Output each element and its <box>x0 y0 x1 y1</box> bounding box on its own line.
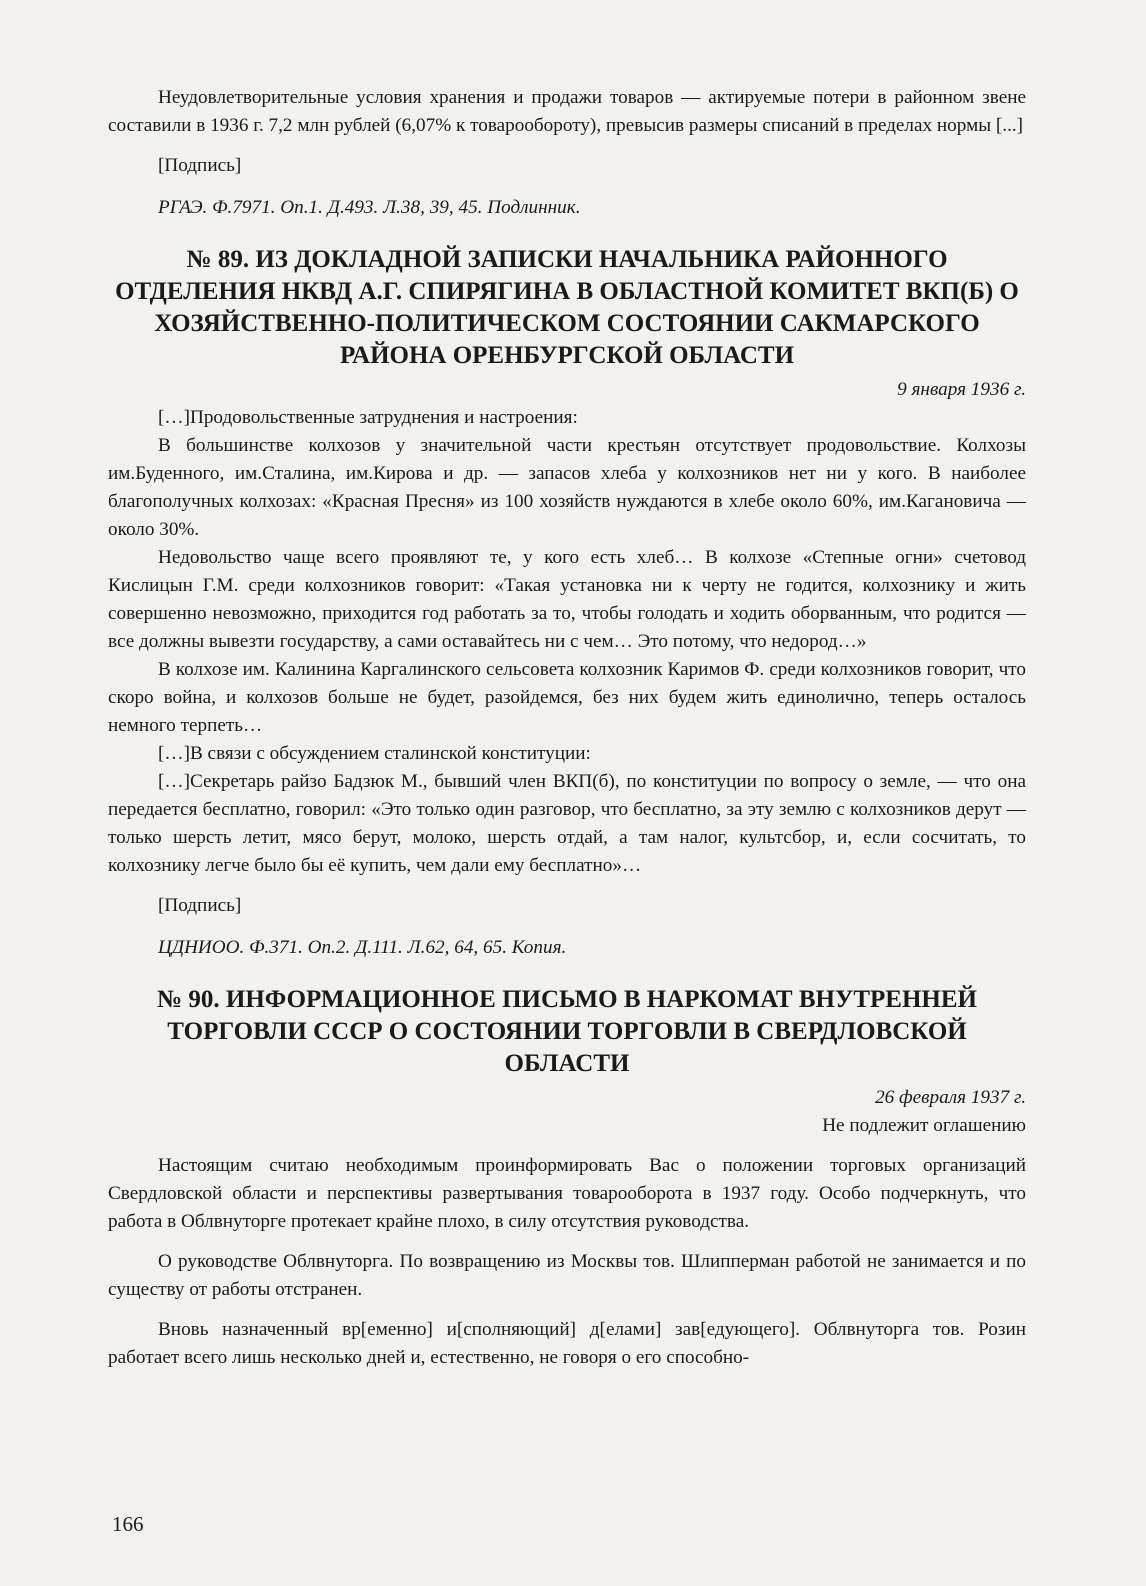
doc89-paragraph: […]Секретарь райзо Бадзюк М., бывший член ВКП(б), по конституции по вопросу о земле, — что она передается бесплатно, говорил: «Это только один разговор, что бесплатно, за эту землю с колхозников дерут — только шерсть летит, мясо берут, молоко, шерсть отдай, а там налог, культсбор, и, если сосчитать, то колхознику легче было бы её купить, чем дали ему бесплатно»… <box>108 771 1026 876</box>
doc89-paragraph: В колхозе им. Калинина Каргалинского сельсовета колхозник Каримов Ф. среди колхозников говорит, что скоро война, и колхозов больше не будет, разойдемся, без них будем жить единолично, теперь осталось немного терпеть… <box>108 659 1026 736</box>
doc89-signature: [Подпись] <box>158 895 242 916</box>
doc89-paragraph: […]Продовольственные затруднения и настроения: <box>158 407 578 428</box>
doc89-paragraph: Недовольство чаще всего проявляют те, у кого есть хлеб… В колхозе «Степные огни» счетовод Кислицын Г.М. среди колхозников говорит: «Такая установка ни к черту не годится, колхознику и жить совершенно невозможно, приходится год работать за то, чтобы голодать и ходить оборванным, что родится — все должны вывезти государству, а сами оставайтесь ни с чем… Это потому, что недород…» <box>108 547 1026 652</box>
doc89-date: 9 января 1936 г. <box>897 379 1026 400</box>
intro-signature: [Подпись] <box>158 155 242 176</box>
doc90-title: № 90. ИНФОРМАЦИОННОЕ ПИСЬМО В НАРКОМАТ ВНУТРЕННЕЙ ТОРГОВЛИ СССР О СОСТОЯНИИ ТОРГОВЛИ В СВЕРДЛОВСКОЙ ОБЛАСТИ <box>157 986 977 1077</box>
page-number: 166 <box>112 1512 144 1536</box>
intro-source: РГАЭ. Ф.7971. Оп.1. Д.493. Л.38, 39, 45. Подлинник. <box>158 197 581 218</box>
doc89-title: № 89. ИЗ ДОКЛАДНОЙ ЗАПИСКИ НАЧАЛЬНИКА РАЙОННОГО ОТДЕЛЕНИЯ НКВД А.Г. СПИРЯГИНА В ОБЛАСТНОЙ КОМИТЕТ ВКП(Б) О ХОЗЯЙСТВЕННО-ПОЛИТИЧЕСКОМ СОСТОЯНИИ САКМАРСКОГО РАЙОНА ОРЕНБУРГСКОЙ ОБЛАСТИ <box>115 246 1019 369</box>
doc89-paragraph: […]В связи с обсуждением сталинской конституции: <box>158 743 591 764</box>
doc89-source: ЦДНИОО. Ф.371. Оп.2. Д.111. Л.62, 64, 65. Копия. <box>158 937 567 958</box>
doc90-restriction: Не подлежит оглашению <box>822 1115 1026 1136</box>
doc89-paragraph: В большинстве колхозов у значительной части крестьян отсутствует продовольствие. Колхозы им.Буденного, им.Сталина, им.Кирова и др. — запасов хлеба у колхозников нет ни у кого. В наиболее благополучных колхозах: «Красная Пресня» из 100 хозяйств нуждаются в хлебе около 60%, им.Кагановича — около 30%. <box>108 435 1026 540</box>
doc90-paragraph: Настоящим считаю необходимым проинформировать Вас о положении торговых организаций Свердловской области и перспективы развертывания товарооборота в 1937 году. Особо подчеркнуть, что работа в Облвнуторге протекает крайне плохо, в силу отсутствия руководства. <box>108 1155 1026 1232</box>
doc90-paragraph: О руководстве Облвнуторга. По возвращению из Москвы тов. Шлипперман работой не занимается и по существу от работы отстранен. <box>108 1251 1026 1300</box>
doc90-date: 26 февраля 1937 г. <box>875 1087 1026 1108</box>
page-content <box>108 84 1026 1372</box>
doc90-paragraph: Вновь назначенный вр[еменно] и[сполняющий] д[елами] зав[едующего]. Облвнуторга тов. Розин работает всего лишь несколько дней и, естественно, не говоря о его способно- <box>108 1319 1026 1368</box>
intro-paragraph: Неудовлетворительные условия хранения и продажи товаров — актируемые потери в районном звене составили в 1936 г. 7,2 млн рублей (6,07% к товарообороту), превысив размеры списаний в пределах нормы [...] <box>108 87 1026 136</box>
